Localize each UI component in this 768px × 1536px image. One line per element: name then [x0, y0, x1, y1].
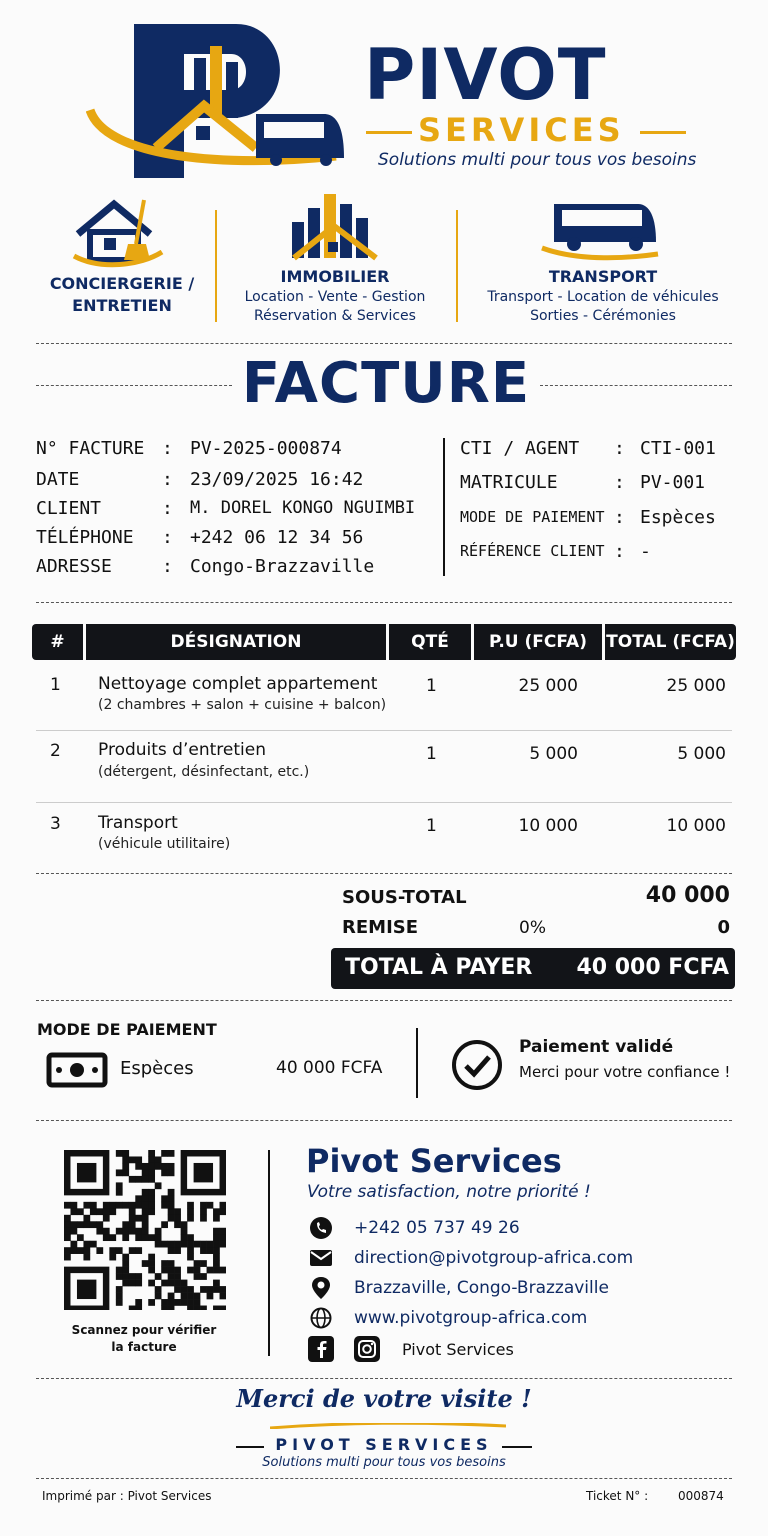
row-total: 25 000 — [666, 676, 726, 696]
service-immobilier-desc — [222, 288, 448, 326]
globe-icon — [308, 1305, 334, 1331]
row-pu: 25 000 — [518, 676, 578, 696]
info-value-reference: - — [640, 541, 651, 562]
qr-code[interactable] — [64, 1150, 226, 1310]
info-value-telephone: +242 06 12 34 56 — [190, 527, 364, 548]
total-label: TOTAL À PAYER — [345, 955, 533, 980]
table-header — [32, 624, 736, 660]
contact-email-text: direction@pivotgroup-africa.com — [354, 1248, 634, 1268]
service-immobilier-desc-line2: Réservation & Services — [254, 307, 416, 324]
contact-phone[interactable] — [308, 1215, 520, 1241]
divider — [36, 873, 732, 874]
row-num: 3 — [50, 814, 61, 834]
info-value-matricule: PV-001 — [640, 472, 706, 493]
discount-label: REMISE — [342, 917, 419, 938]
discount-percent: 0% — [519, 918, 546, 938]
info-value-agent: CTI-001 — [640, 438, 716, 459]
col-header-qty: QTÉ — [389, 624, 471, 660]
divider — [36, 1120, 732, 1121]
row-detail: (2 chambres + salon + cuisine + balcon) — [98, 697, 387, 713]
info-value-client: M. DOREL KONGO NGUIMBI — [190, 498, 416, 518]
info-value-date: 23/09/2025 16:42 — [190, 469, 364, 490]
footer-brand-tagline: Solutions multi pour tous vos besoins — [262, 1455, 506, 1470]
service-conciergerie-title — [36, 273, 208, 316]
payment-divider — [416, 1028, 418, 1098]
payment-status-text: Merci pour votre confiance ! — [519, 1063, 731, 1081]
brand-sub: SERVICES — [418, 111, 625, 149]
ticket-number: 000874 — [678, 1489, 724, 1503]
contact-social-text: Pivot Services — [402, 1339, 514, 1359]
instagram-icon[interactable] — [354, 1336, 380, 1362]
immobilier-icon — [288, 192, 380, 262]
footer-brand-line-right — [502, 1446, 532, 1448]
divider — [36, 343, 732, 344]
brand-sub-line-left — [366, 131, 412, 134]
info-label-reference: RÉFÉRENCE CLIENT — [460, 542, 605, 560]
info-colon: : — [614, 507, 625, 528]
service-divider-2 — [456, 210, 458, 322]
payment-amount: 40 000 FCFA — [276, 1058, 383, 1078]
contact-phone-text: +242 05 737 49 26 — [354, 1218, 520, 1238]
info-row-numero — [36, 438, 144, 459]
divider — [36, 1000, 732, 1001]
info-colon: : — [614, 472, 625, 493]
info-colon: : — [614, 438, 625, 459]
info-label-adresse: ADRESSE — [36, 556, 112, 577]
footer-divider — [268, 1150, 270, 1356]
row-qty: 1 — [426, 676, 437, 696]
row-total: 10 000 — [666, 816, 726, 836]
subtotal-value: 40 000 — [645, 883, 730, 908]
info-label-client: CLIENT — [36, 498, 102, 519]
title-dash-right — [540, 385, 732, 386]
row-designation: Transport — [98, 813, 178, 833]
info-colon: : — [614, 541, 625, 562]
payment-status-title: Paiement validé — [519, 1037, 674, 1057]
check-circle-icon — [450, 1038, 504, 1092]
total-to-pay-box — [331, 948, 735, 989]
contact-address-text: Brazzaville, Congo-Brazzaville — [354, 1278, 609, 1298]
footer-brand: PIVOT SERVICES — [275, 1435, 493, 1454]
col-header-num: # — [32, 624, 83, 660]
facebook-icon[interactable] — [308, 1336, 334, 1362]
title-dash-left — [36, 385, 232, 386]
info-label-matricule: MATRICULE — [460, 472, 558, 493]
contact-address — [308, 1275, 609, 1301]
document-title: FACTURE — [241, 351, 531, 416]
row-detail: (véhicule utilitaire) — [98, 836, 231, 852]
qr-caption-line1: Scannez pour vérifier — [71, 1323, 217, 1337]
row-separator — [36, 730, 732, 731]
info-label-date: DATE — [36, 469, 80, 490]
info-value-mode: Espèces — [640, 507, 716, 528]
service-conciergerie-line1: CONCIERGERIE / — [49, 274, 195, 293]
service-transport-desc — [470, 288, 736, 326]
contact-social[interactable] — [308, 1336, 514, 1362]
location-pin-icon — [308, 1275, 334, 1301]
info-label: N° FACTURE — [36, 438, 145, 459]
info-colon: : — [162, 469, 173, 490]
mail-icon — [308, 1245, 334, 1271]
qr-caption-line2: la facture — [111, 1339, 177, 1354]
row-num: 2 — [50, 741, 61, 761]
divider — [36, 1478, 732, 1479]
brand-tagline: Solutions multi pour tous vos besoins — [378, 150, 697, 170]
brand-sub-line-right — [640, 131, 686, 134]
row-qty: 1 — [426, 744, 437, 764]
transport-bus-icon — [540, 196, 660, 262]
contact-website-text: www.pivotgroup-africa.com — [354, 1308, 588, 1328]
thanks-underline — [270, 1414, 506, 1420]
phone-icon — [308, 1215, 334, 1241]
row-detail: (détergent, désinfectant, etc.) — [98, 764, 310, 780]
service-transport-desc-line1: Transport - Location de véhicules — [487, 289, 719, 305]
row-qty: 1 — [426, 816, 437, 836]
row-separator — [36, 802, 732, 803]
info-colon: : — [162, 438, 173, 459]
row-designation: Nettoyage complet appartement — [98, 674, 378, 694]
service-transport-title: TRANSPORT — [548, 267, 658, 286]
subtotal-label: SOUS-TOTAL — [342, 887, 467, 908]
info-label-agent: CTI / AGENT — [460, 438, 580, 459]
ticket-label: Ticket N° : — [586, 1489, 649, 1503]
brand-sub-row — [366, 111, 686, 149]
payment-heading: MODE DE PAIEMENT — [37, 1020, 217, 1039]
col-header-total: TOTAL (FCFA) — [605, 624, 736, 660]
divider — [36, 1378, 732, 1379]
footer-slogan: Votre satisfaction, notre priorité ! — [307, 1182, 591, 1202]
contact-email[interactable] — [308, 1245, 633, 1271]
logo-mark — [86, 18, 356, 183]
row-pu: 10 000 — [518, 816, 578, 836]
thanks-message: Merci de votre visite ! — [236, 1384, 532, 1413]
discount-value: 0 — [717, 917, 730, 938]
service-divider-1 — [215, 210, 217, 322]
service-transport-desc-line2: Sorties - Cérémonies — [530, 307, 676, 324]
contact-website[interactable] — [308, 1305, 587, 1331]
total-value: 40 000 FCFA — [576, 955, 729, 980]
info-colon: : — [162, 556, 173, 577]
divider — [36, 602, 732, 603]
info-label-mode: MODE DE PAIEMENT — [460, 508, 605, 526]
info-colon: : — [162, 498, 173, 519]
info-colon: : — [162, 527, 173, 548]
printed-by: Imprimé par : Pivot Services — [42, 1489, 212, 1503]
row-num: 1 — [50, 675, 61, 695]
qr-caption — [56, 1322, 232, 1356]
service-immobilier-title: IMMOBILIER — [280, 267, 390, 286]
cash-icon — [46, 1052, 108, 1088]
service-conciergerie-line2: ENTRETIEN — [72, 295, 172, 315]
col-header-designation: DÉSIGNATION — [86, 624, 386, 660]
info-value-numero: PV-2025-000874 — [190, 438, 342, 459]
service-immobilier-desc-line1: Location - Vente - Gestion — [244, 289, 426, 305]
conciergerie-icon — [70, 196, 166, 268]
footer-company: Pivot Services — [306, 1142, 562, 1180]
row-total: 5 000 — [677, 744, 726, 764]
brand-name: PIVOT — [364, 34, 607, 116]
payment-method: Espèces — [120, 1058, 194, 1079]
row-designation: Produits d’entretien — [98, 740, 266, 760]
row-pu: 5 000 — [529, 744, 578, 764]
info-divider — [443, 438, 445, 576]
col-header-pu: P.U (FCFA) — [474, 624, 602, 660]
info-label-telephone: TÉLÉPHONE — [36, 527, 134, 548]
info-value-adresse: Congo-Brazzaville — [190, 556, 375, 577]
